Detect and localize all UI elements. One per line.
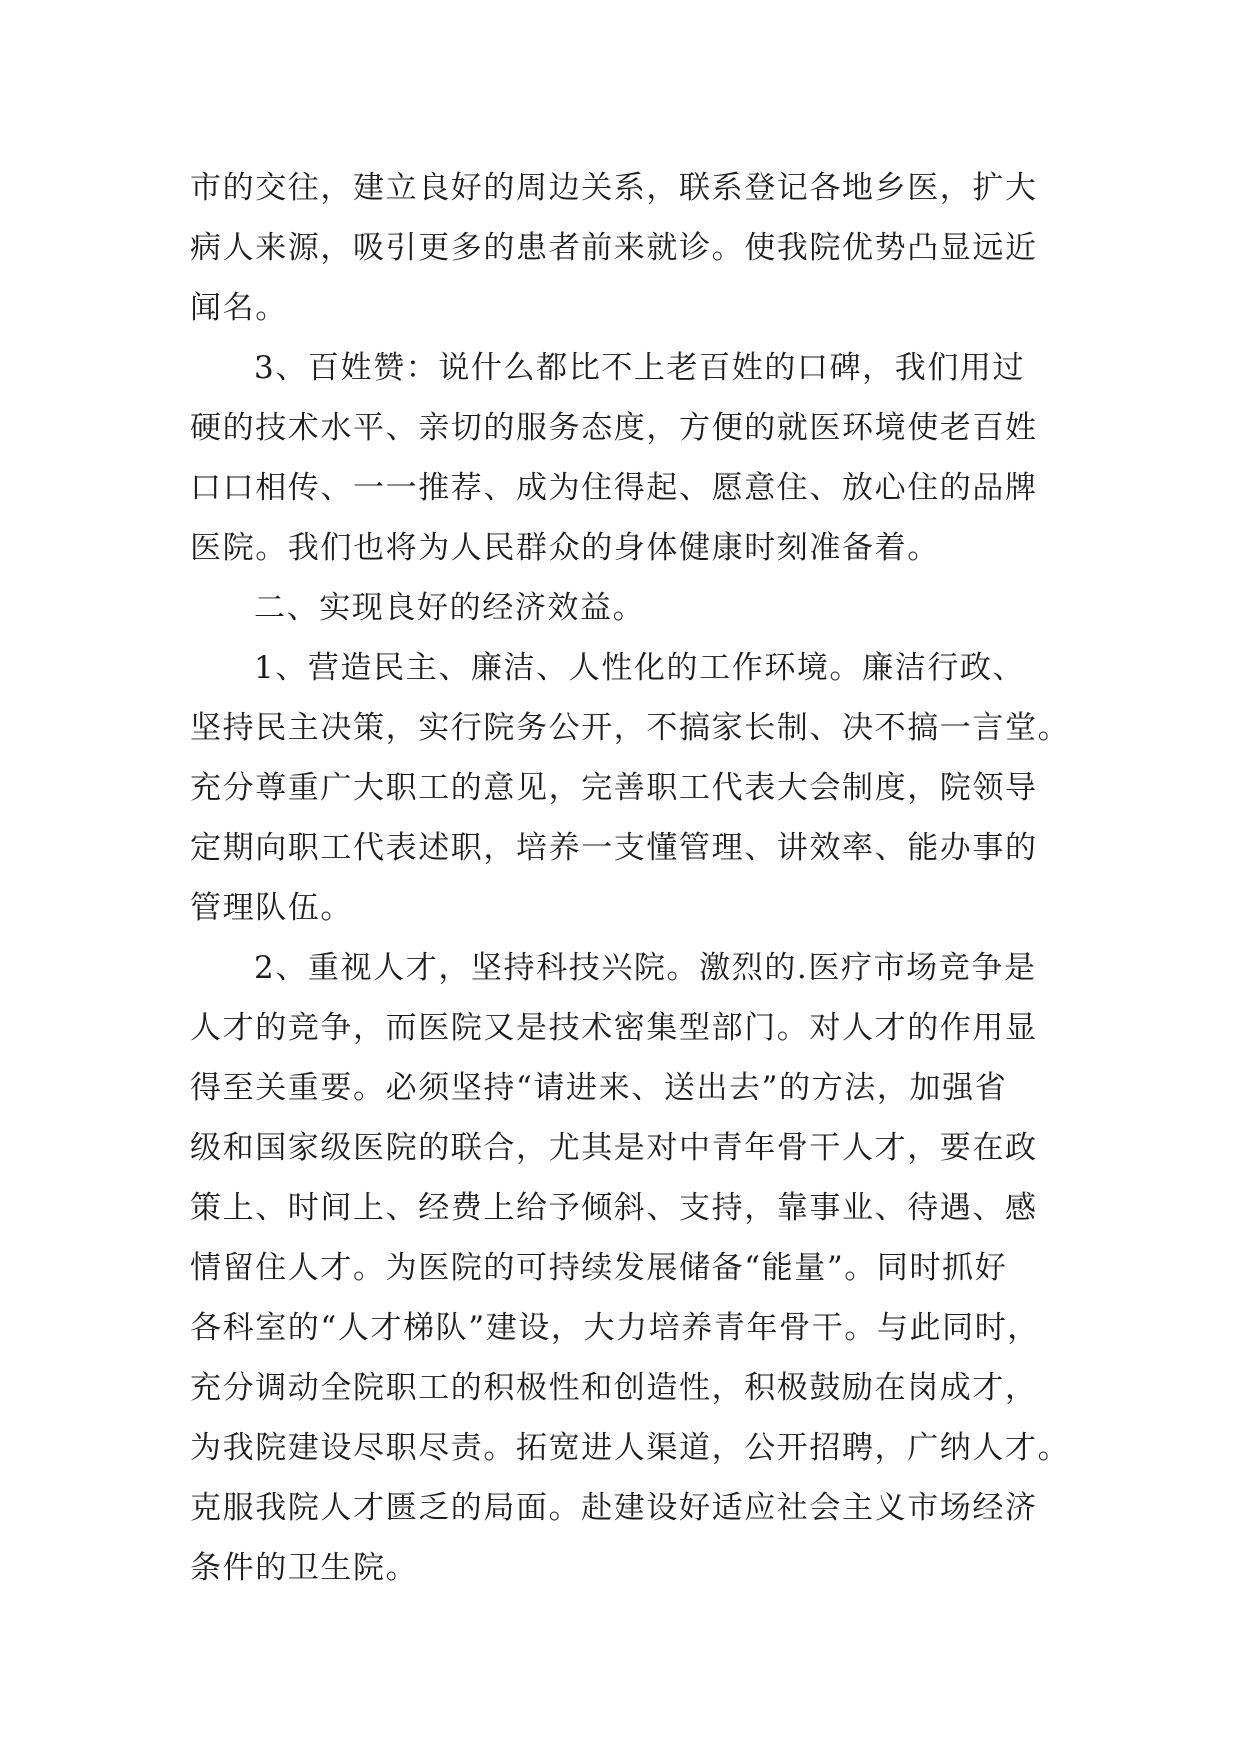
section-heading: 二、实现良好的经济效益。	[254, 590, 646, 626]
paragraph-start-line: 2、重视人才，坚持科技兴院。激烈的.医疗市场竞争是	[254, 950, 1037, 986]
text-line: 得至关重要。必须坚持“请进来、送出去”的方法，加强省	[190, 1070, 1008, 1106]
text-line: 硬的技术水平、亲切的服务态度，方便的就医环境使老百姓	[190, 410, 1038, 446]
text-line: 口口相传、一一推荐、成为住得起、愿意住、放心住的品牌	[190, 470, 1038, 506]
text-line: 市的交往，建立良好的周边关系，联系登记各地乡医，扩大	[190, 170, 1038, 206]
text-line: 闻名。	[190, 290, 288, 326]
paragraph-start-line: 1、营造民主、廉洁、人性化的工作环境。廉洁行政、	[254, 650, 1026, 686]
text-line: 病人来源，吸引更多的患者前来就诊。使我院优势凸显远近	[190, 230, 1038, 266]
text-line: 为我院建设尽职尽责。拓宽进人渠道，公开招聘，广纳人才。	[190, 1430, 1071, 1466]
paragraph-start-line: 3、百姓赞：说什么都比不上老百姓的口碑，我们用过	[254, 350, 1026, 386]
text-line: 定期向职工代表述职，培养一支懂管理、讲效率、能办事的	[190, 830, 1038, 866]
document-page	[190, 158, 1071, 1598]
text-line: 医院。我们也将为人民群众的身体健康时刻准备着。	[190, 530, 940, 566]
text-line: 级和国家级医院的联合，尤其是对中青年骨干人才，要在政	[190, 1130, 1038, 1166]
text-line: 策上、时间上、经费上给予倾斜、支持，靠事业、待遇、感	[190, 1190, 1038, 1226]
text-line: 坚持民主决策，实行院务公开，不搞家长制、决不搞一言堂。	[190, 710, 1071, 746]
text-line: 充分调动全院职工的积极性和创造性，积极鼓励在岗成才，	[190, 1370, 1038, 1406]
text-line: 各科室的“人才梯队”建设，大力培养青年骨干。与此同时，	[190, 1310, 1040, 1346]
text-line: 条件的卫生院。	[190, 1550, 419, 1586]
text-line: 充分尊重广大职工的意见，完善职工代表大会制度，院领导	[190, 770, 1038, 806]
text-line: 克服我院人才匮乏的局面。赴建设好适应社会主义市场经济	[190, 1490, 1038, 1526]
text-line: 人才的竞争，而医院又是技术密集型部门。对人才的作用显	[190, 1010, 1038, 1046]
text-line: 管理队伍。	[190, 890, 353, 926]
text-line: 情留住人才。为医院的可持续发展储备“能量”。同时抓好	[190, 1250, 1008, 1286]
